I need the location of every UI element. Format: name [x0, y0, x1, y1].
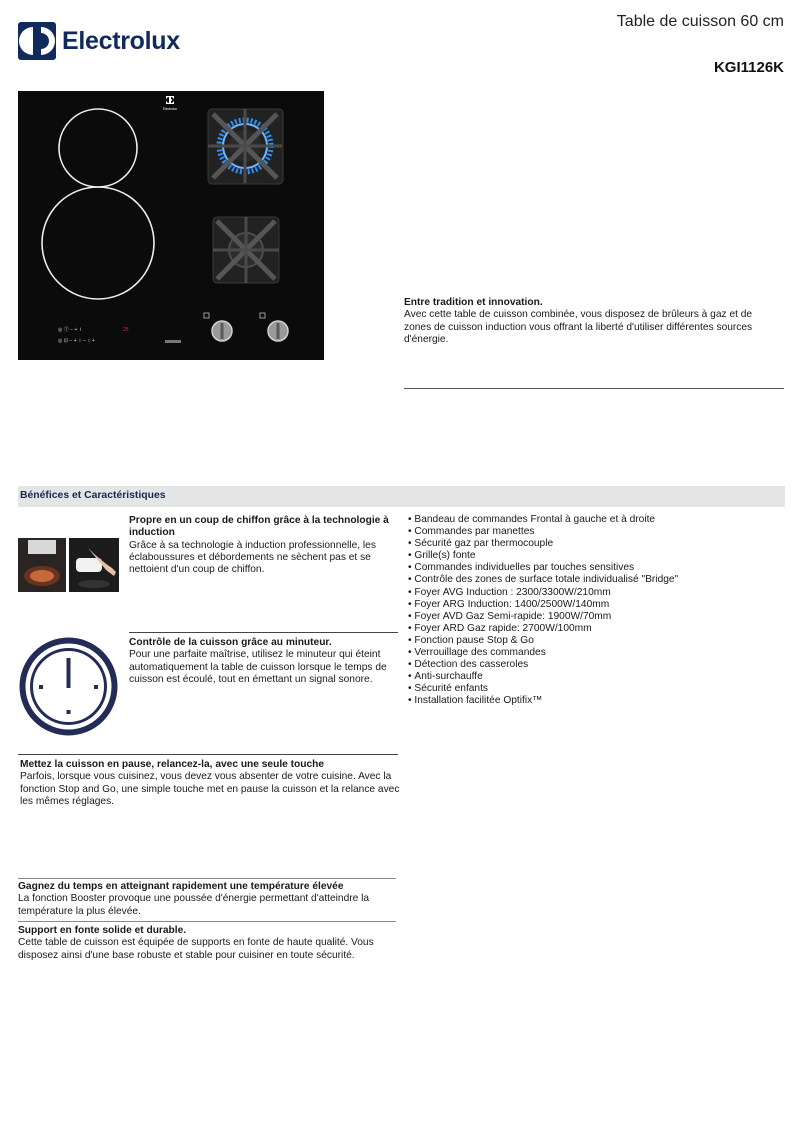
svg-text:◎ Ⓣ − + ⏽: ◎ Ⓣ − + ⏽: [58, 327, 83, 333]
list-item: • Fonction pause Stop & Go: [408, 635, 788, 647]
list-item: • Sécurité enfants: [408, 683, 788, 695]
hob-brand-text: Electrolux: [163, 107, 177, 111]
divider: [18, 921, 396, 922]
list-item: • Foyer ARD Gaz rapide: 2700W/100mm: [408, 623, 788, 635]
document-title: Table de cuisson 60 cm: [616, 13, 784, 30]
list-item: • Foyer AVG Induction : 2300/3300W/210mm: [408, 587, 788, 599]
feature-text: Parfois, lorsque vous cuisinez, vous devez vous absenter de votre cuisine. Avec la fonction Stop and Go, une simple touche met en pause la cuisson et la relance avec les mêmes réglages.: [20, 771, 400, 807]
specifications-list: [408, 514, 788, 708]
divider: [129, 632, 398, 633]
list-item: • Sécurité gaz par thermocouple: [408, 538, 788, 550]
feature-text: La fonction Booster provoque une poussée d'énergie permettant d'atteindre la température la plus élevée.: [18, 893, 370, 917]
cooktop-product-image: [18, 91, 324, 360]
list-item: • Bandeau de commandes Frontal à gauche et à droite: [408, 514, 788, 526]
feature-induction-cleaning: [129, 515, 399, 576]
list-item: • Contrôle des zones de surface totale individualisé "Bridge": [408, 574, 788, 586]
divider: [18, 754, 398, 755]
list-item: • Verrouillage des commandes: [408, 647, 788, 659]
feature-text: Pour une parfaite maîtrise, utilisez le minuteur qui éteint automatiquement la table de cuisson lorsque le temps de cuisson est écoulé, tout en émettant un signal sonore.: [129, 649, 387, 685]
feature-title: Propre en un coup de chiffon grâce à la technologie à induction: [129, 515, 389, 539]
electrolux-logo: [18, 22, 188, 60]
feature-timer: [129, 637, 399, 686]
gas-burner-rear: [208, 109, 283, 184]
cleaning-photos: [18, 538, 119, 592]
feature-title: Gagnez du temps en atteignant rapidement une température élevée: [18, 881, 344, 892]
feature-title: Support en fonte solide et durable.: [18, 925, 187, 936]
list-item: • Anti-surchauffe: [408, 671, 788, 683]
brand-name: Electrolux: [62, 26, 180, 55]
list-item: • Grille(s) fonte: [408, 550, 788, 562]
feature-booster: [18, 881, 398, 918]
model-number: KGI1126K: [713, 59, 784, 76]
feature-stop-and-go: [20, 759, 400, 808]
list-item: • Foyer ARG Induction: 1400/2500W/140mm: [408, 599, 788, 611]
intro-block: [404, 297, 780, 346]
list-item: • Installation facilitée Optifix™: [408, 695, 788, 707]
electrolux-emblem-icon: [18, 22, 56, 60]
feature-title: Mettez la cuisson en pause, relancez-la, avec une seule touche: [20, 759, 325, 770]
list-item: • Foyer AVD Gaz Semi-rapide: 1900W/70mm: [408, 611, 788, 623]
feature-cast-iron-support: [18, 925, 398, 962]
list-item: • Détection des casseroles: [408, 659, 788, 671]
list-item: • Commandes individuelles par touches sensitives: [408, 562, 788, 574]
timer-icon: [18, 636, 119, 737]
svg-text:◎ ⊡ − + ⏽ − ○ +: ◎ ⊡ − + ⏽ − ○ +: [58, 338, 95, 344]
gas-burner-front: [213, 217, 279, 283]
feature-text: Cette table de cuisson est équipée de supports en fonte de haute qualité. Vous disposez ainsi d'une base robuste et stable pour cuisiner en toute sécurité.: [18, 937, 374, 961]
feature-title: Contrôle de la cuisson grâce au minuteur.: [129, 637, 332, 648]
divider: [18, 878, 396, 879]
feature-text: Grâce à sa technologie à induction professionnelle, les éclaboussures et débordements ne sèchent pas et se nettoient d'un coup de chiffon.: [129, 539, 376, 576]
intro-title: Entre tradition et innovation.: [404, 297, 543, 308]
intro-text: Avec cette table de cuisson combinée, vous disposez de brûleurs à gaz et de zones de cuisson induction vous offrant la liberté d'utiliser différentes sources d'énergie.: [404, 309, 753, 345]
divider: [404, 388, 784, 389]
section-title: Bénéfices et Caractéristiques: [20, 490, 166, 501]
timer-display: 25: [123, 327, 129, 333]
list-item: • Commandes par manettes: [408, 526, 788, 538]
